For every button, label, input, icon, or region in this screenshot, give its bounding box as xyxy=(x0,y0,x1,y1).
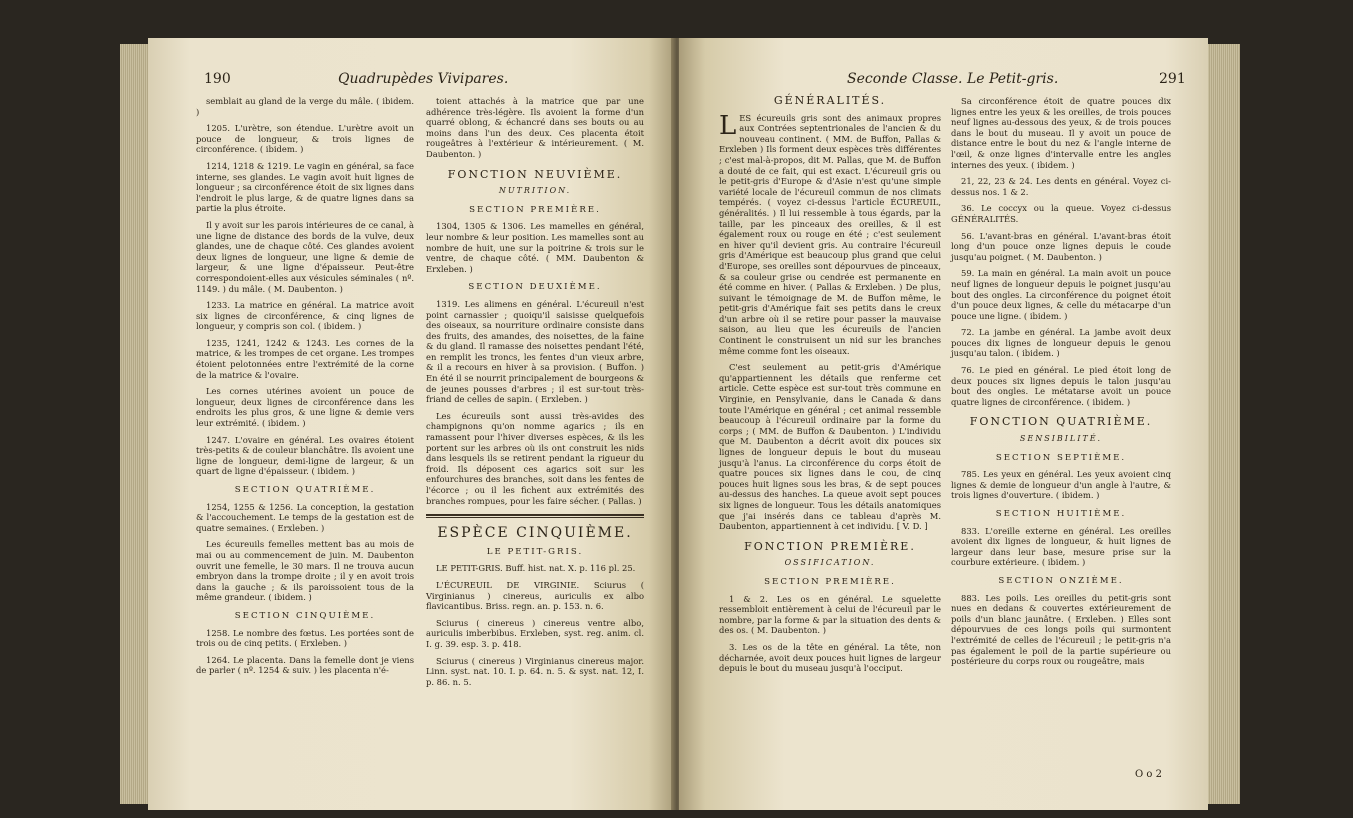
paragraph: Il y avoit sur les parois intérieures de ce canal, à une ligne de distance des bords de la vulve, deux glandes, une de chaque côté. Ces glandes avoient deux lignes de longueur, une ligne & demie de largeur, & une ligne d'épaisseur. Peut-être correspondoient-elles aux vésicules séminales ( nº. 1149. ) du mâle. ( M. Daubenton. ) xyxy=(196,219,414,294)
paragraph: Sciurus ( cinereus ) cinereus ventre albo, auriculis imberbibus. Erxleben, syst. reg. anim. cl. I. g. 39. esp. 3. p. 418. xyxy=(426,617,644,649)
generalites-heading: GÉNÉRALITÉS. xyxy=(773,94,887,107)
paragraph: 36. Le coccyx ou la queue. Voyez ci-dessus GÉNÉRALITÉS. xyxy=(951,203,1171,224)
running-head: Seconde Classe. Le Petit-gris. xyxy=(847,71,1059,87)
paragraph: Les cornes utérines avoient un pouce de longueur, deux lignes de circonférence dans les endroits les plus gros, & une ligne & demie vers leur extrémité. ( ibidem. ) xyxy=(196,386,414,429)
paragraph: 785. Les yeux en général. Les yeux avoient cinq lignes & demie de longueur d'un angle à l'autre, & trois lignes d'ouverture. ( ibidem. ) xyxy=(951,469,1171,501)
page-edge-right xyxy=(1206,44,1240,804)
left-column-2 xyxy=(426,96,644,693)
paragraph: semblait au gland de la verge du mâle. ( ibidem. ) xyxy=(196,96,414,117)
paragraph: 1214, 1218 & 1219. Le vagin en général, sa face interne, ses glandes. Le vagin avoit huit lignes de longueur ; sa circonférence étoit de six lignes dans l'endroit le plus large, & de quatre lignes dans sa partie la plus étroite. xyxy=(196,160,414,214)
page-number: 190 xyxy=(204,71,231,87)
section-heading: SECTION SEPTIÈME. xyxy=(995,452,1127,463)
right-column-2 xyxy=(951,96,1171,673)
paragraph xyxy=(719,110,941,357)
paragraph: 1319. Les alimens en général. L'écureuil n'est point carnassier ; quoiqu'il saisisse quelquefois des oiseaux, sa nourriture ordinaire consiste dans des fruits, des amandes, des noisettes, de la faine & du gland. Il ramasse des noisettes pendant l'été, en remplit les troncs, les fentes d'un vieux arbre, & il a recours en hiver à sa provision. ( Buffon. ) En été il se nourrit principalement de bourgeons & de jeunes pousses d'arbres ; il est sur-tout très-friand de celles de sapin. ( Erxleben. ) xyxy=(426,298,644,405)
running-head: Quadrupèdes Vivipares. xyxy=(338,71,509,87)
function-subheading: OSSIFICATION. xyxy=(784,558,876,568)
function-subheading: NUTRITION. xyxy=(498,186,572,196)
paragraph: Sa circonférence étoit de quatre pouces dix lignes entre les yeux & les oreilles, de trois pouces neuf lignes au-dessous des yeux, & de trois pouces dans le bout du museau. Il y avoit un pouce de distance entre le bout du nez & l'angle interne de l'œil, & onze lignes d'intervalle entre les angles internes des yeux. ( ibidem. ) xyxy=(951,96,1171,170)
section-heading: SECTION HUITIÈME. xyxy=(995,509,1127,519)
paragraph: 59. La main en général. La main avoit un pouce neuf lignes de longueur depuis le poignet jusqu'au bout des ongles. La circonférence du poignet étoit d'un pouce deux lignes, & celle du métacarpe d'un pouce une ligne. ( ibidem. ) xyxy=(951,268,1171,321)
paragraph: toient attachés à la matrice que par une adhérence très-légère. Ils avoient la forme d'un quarré oblong, & échancré dans ses bouts ou au moins dans l'un des deux. Ces placenta étoit rougeâtres à l'extérieur & intérieurement. ( M. Daubenton. ) xyxy=(426,96,644,159)
paragraph: 1254, 1255 & 1256. La conception, la gestation & l'accouchement. Le temps de la gestation est de quatre semaines. ( Erxleben. ) xyxy=(196,501,414,533)
open-book xyxy=(148,38,1208,810)
section-heading: SECTION CINQUIÈME. xyxy=(234,610,376,621)
paragraph: 1205. L'urètre, son étendue. L'urètre avoit un pouce de longueur, & trois lignes de circonférence. ( ibidem. ) xyxy=(196,123,414,155)
function-heading: FONCTION QUATRIÈME. xyxy=(969,415,1153,429)
drop-cap: L xyxy=(719,110,737,141)
section-heading: SECTION DEUXIÈME. xyxy=(468,282,602,293)
section-heading: SECTION PREMIÈRE. xyxy=(469,204,601,215)
function-subheading: SENSIBILITÉ. xyxy=(1019,434,1103,444)
function-heading: FONCTION PREMIÈRE. xyxy=(744,539,916,553)
section-heading: SECTION ONZIÈME. xyxy=(998,575,1124,586)
paragraph: 76. Le pied en général. Le pied étoit long de deux pouces six lignes depuis le talon jusqu'au bout des ongles. Le métatarse avoit un pouce quatre lignes de circonférence. ( ibidem. ) xyxy=(951,365,1171,407)
paragraph: 1264. Le placenta. Dans la femelle dont je viens de parler ( nº. 1254 & suiv. ) les placenta n'é- xyxy=(196,654,414,676)
paragraph: 72. La jambe en général. La jambe avoit deux pouces dix lignes de longueur depuis le genou jusqu'au talon. ( ibidem. ) xyxy=(951,327,1171,359)
left-page xyxy=(148,38,675,810)
paragraph-text: ES écureuils gris sont des animaux propres aux Contrées septentrionales de l'ancien & du nouveau continent. ( MM. de Buffon, Pallas & Erxleben ) Ils forment deux espèces très différentes ; c'est mal-à-propos, dit M. Pallas, que M. de Buffon a douté de ce fait, qui est exact. L'écureuil gris ou le petit-gris d'Europe & d'Asie n'est qu'une simple variété locale de l'écureuil commun de nos climats tempérés. ( voyez ci-dessus l'article ÉCUREUIL, généralités. ) Il lui ressemble à tous égards, par la taille, par les pinceaux des oreilles, & il est également roux ou rouge en été ; c'est seulement en hiver qu'il devient gris. Au contraire l'écureuil gris d'Amérique est beaucoup plus grand que celui d'Europe, ses oreilles sont dépourvues de pinceaux, & sa couleur grise ou cendrée est permanente en été comme en hiver. ( Pallas & Erxleben. ) De plus, suivant le témoignage de M. de Buffon même, le petit-gris d'Amérique fait ses petits dans le creux d'un arbre où il se retire pour passer la mauvaise saison, au lieu que les écureuils de l'ancien Continent le construisent un nid sur les branches même comme font les oiseaux. xyxy=(719,112,941,356)
double-rule xyxy=(426,514,644,518)
paragraph: Les écureuils sont aussi très-avides des champignons qu'on nomme agarics ; ils en ramassent pour l'hiver diverses espèces, & ils les portent sur les arbres où ils ont construit les nids dans lesquels ils se retirent pendant la rigueur du froid. Ils déposent ces agarics soit sur les enfourchures des branches, soit dans les fentes de l'écorce ; ou il les fichent aux extrémités des branches rompues, pour les faire sécher. ( Pallas. ) xyxy=(426,410,644,506)
page-number: 291 xyxy=(1159,71,1186,87)
paragraph: 833. L'oreille externe en général. Les oreilles avoient dix lignes de longueur, & huit lignes de largeur dans leur base, mesure prise sur la courbure extérieure. ( ibidem. ) xyxy=(951,525,1171,568)
paragraph: 1304, 1305 & 1306. Les mamelles en général, leur nombre & leur position. Les mamelles sont au nombre de huit, une sur la poitrine & trois sur le ventre, de chaque côté. ( MM. Daubenton & Erxleben. ) xyxy=(426,221,644,274)
paragraph: C'est seulement au petit-gris d'Amérique qu'appartiennent les détails que renferme cet article. Cette espèce est sur-tout très commune en Virginie, en Pensylvanie, dans le Canada & dans toute l'Amérique en général ; cet animal ressemble beaucoup à l'écureuil ordinaire par la forme du corps ; ( MM. de Buffon & Daubenton. ) L'individu que M. Daubenton a décrit avoit dix pouces six lignes de longueur depuis le bout du museau jusqu'à l'anus. La circonférence du corps étoit de quatre pouces six lignes dans le cou, de cinq pouces huit lignes sous les bras, & de sept pouces au-dessus des hanches. La queue avoit sept pouces six lignes de longueur. Tous les détails anatomiques que j'ai insérés dans ce tableau d'après M. Daubenton, appartiennent à cet individu. [ V. D. ] xyxy=(719,362,941,532)
paragraph: 56. L'avant-bras en général. L'avant-bras étoit long d'un pouce onze lignes depuis le coude jusqu'au poignet. ( M. Daubenton. ) xyxy=(951,230,1171,262)
section-heading: SECTION PREMIÈRE. xyxy=(764,576,896,587)
paragraph: 3. Les os de la tête en général. La tête, non décharnée, avoit deux pouces huit lignes de largeur depuis le bout du museau jusqu'à l'occiput. xyxy=(719,641,941,674)
species-heading: ESPÈCE CINQUIÈME. xyxy=(437,525,633,542)
paragraph: 1235, 1241, 1242 & 1243. Les cornes de la matrice, & les trompes de cet organe. Les trompes étoient pelotonnées entre l'extrémité de la corne de la matrice & l'ovaire. xyxy=(196,337,414,380)
paragraph: 1258. Le nombre des fœtus. Les portées sont de trois ou de cinq petits. ( Erxleben. ) xyxy=(196,627,414,649)
paragraph: 1247. L'ovaire en général. Les ovaires étoient très-petits & de couleur blanchâtre. Ils avoient une ligne de longueur, demi-ligne de largeur, & un quart de ligne d'épaisseur. ( ibidem. ) xyxy=(196,434,414,477)
paragraph: L'ÉCUREUIL DE VIRGINIE. Sciurus ( Virginianus ) cinereus, auriculis ex albo flavicantibus. Briss. regn. an. p. 153. n. 6. xyxy=(426,579,644,612)
function-heading: FONCTION NEUVIÈME. xyxy=(447,167,623,181)
paragraph: Les écureuils femelles mettent bas au mois de mai ou au commencement de juin. M. Daubenton ouvrit une femelle, le 30 mars. Il ne trouva aucun embryon dans la trompe droite ; il y en avoit trois dans la gauche ; & ils paroissoient tous de la même grandeur. ( ibidem. ) xyxy=(196,539,414,603)
page-edge-left xyxy=(120,44,150,804)
paragraph: 1233. La matrice en général. La matrice avoit six lignes de circonférence, & cinq lignes de longueur, y compris son col. ( ibidem. ) xyxy=(196,300,414,332)
paragraph: Sciurus ( cinereus ) Virginianus cinereus major. Linn. syst. nat. 10. I. p. 64. n. 5. & syst. nat. 12, I. p. 86. n. 5. xyxy=(426,655,644,687)
right-page xyxy=(679,38,1208,810)
section-heading: SECTION QUATRIÈME. xyxy=(234,485,376,495)
paragraph: 1 & 2. Les os en général. Le squelette ressembloit entièrement à celui de l'écureuil par le nombre, par la forme & par la situation des dents & des os. ( M. Daubenton. ) xyxy=(719,593,941,636)
left-column-1 xyxy=(196,96,414,682)
species-name: LE PETIT-GRIS. xyxy=(486,546,584,557)
signature-mark: O o 2 xyxy=(1135,769,1162,780)
right-column-1 xyxy=(719,96,941,680)
paragraph: LE PETIT-GRIS. Buff. hist. nat. X. p. 116 pl. 25. xyxy=(436,563,636,574)
paragraph: 883. Les poils. Les oreilles du petit-gris sont nues en dedans & couvertes extérieurement de poils d'un blanc jaunâtre. ( Erxleben. ) Elles sont dépourvues de ces longs poils qui surmontent l'extrémité de celles de l'écureuil ; le petit-gris n'a pas également le poil de la partie supérieure ou postérieure du corps roux ou rougeâtre, mais xyxy=(951,592,1171,667)
paragraph: 21, 22, 23 & 24. Les dents en général. Voyez ci-dessus nos. 1 & 2. xyxy=(951,176,1171,197)
